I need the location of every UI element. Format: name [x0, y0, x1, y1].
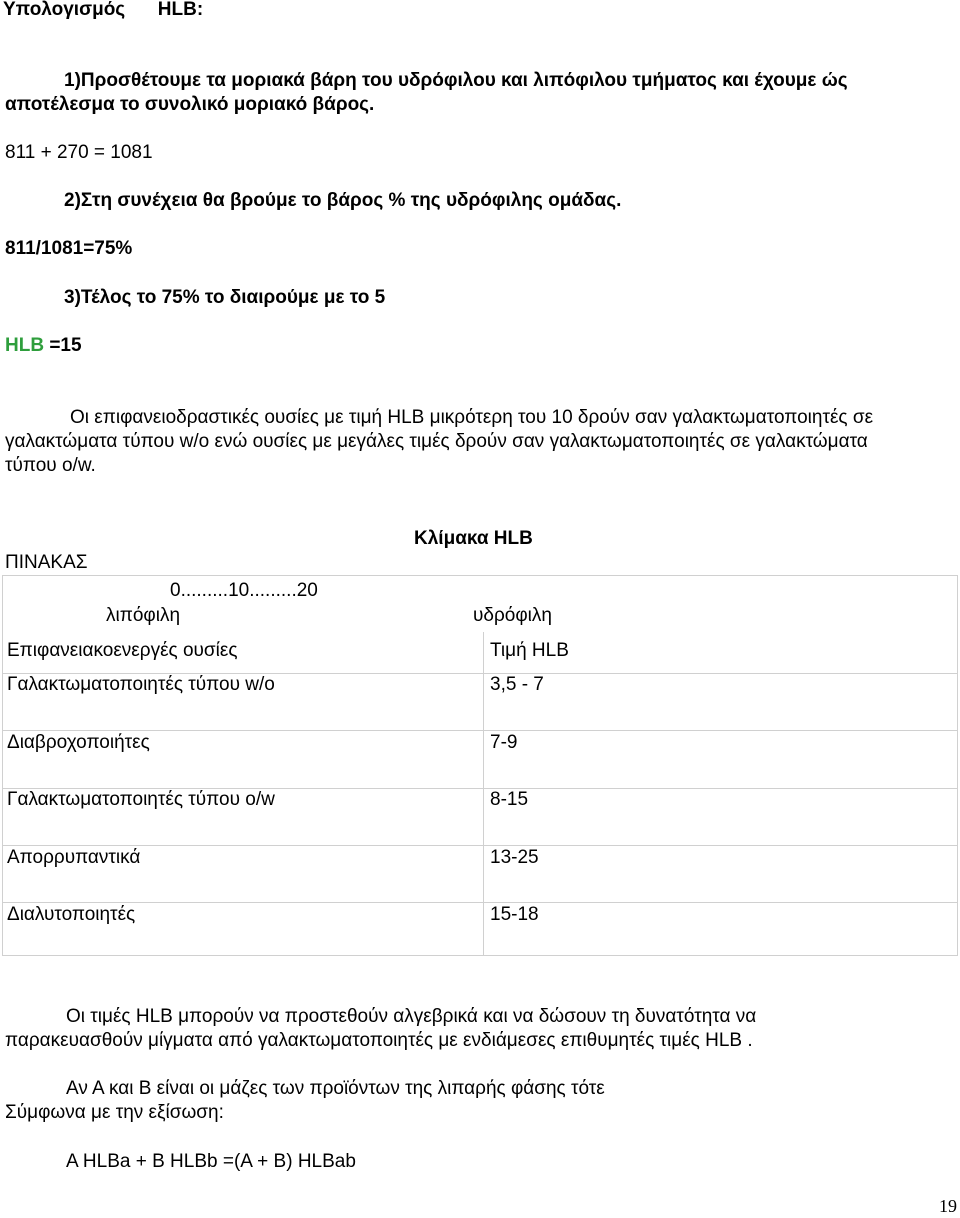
heading-value: HLB: — [157, 0, 204, 20]
table-row: Απορρυπαντικά — [7, 847, 141, 868]
heading-label: Υπολογισμός — [3, 0, 126, 20]
table-column-divider — [483, 632, 484, 955]
scale-axis: 0.........10.........20 — [170, 580, 318, 601]
step-1-text-cont: αποτέλεσμα το συνολικό μοριακό βάρος. — [5, 94, 375, 115]
table-header-substance: Επιφανειακοενεργές ουσίες — [7, 640, 238, 661]
table-cell-hlb: 15-18 — [490, 904, 539, 925]
hlb-table — [2, 575, 958, 956]
table-row: Διαλυτοποιητές — [7, 904, 136, 925]
hlb-result-value: =15 — [44, 335, 82, 356]
table-label: ΠΙΝΑΚΑΣ — [5, 552, 88, 573]
intro-line-2: γαλακτώματα τύπου w/o ενώ ουσίες με μεγάλες τιμές δρούν σαν γαλακτωματοποιητές σε γαλακτώματα — [5, 431, 868, 452]
table-cell-hlb: 3,5 - 7 — [490, 674, 544, 695]
table-row: Γαλακτωματοποιητές τύπου o/w — [7, 789, 275, 810]
page-number: 19 — [939, 1196, 957, 1216]
hlb-mix-formula: A HLBa + B HLBb =(A + B) HLBab — [66, 1151, 356, 1172]
row-divider — [2, 902, 958, 903]
row-divider — [2, 845, 958, 846]
scale-right-label: υδρόφιλη — [473, 605, 552, 626]
table-cell-hlb: 13-25 — [490, 847, 539, 868]
row-divider — [2, 730, 958, 731]
hlb-result — [5, 335, 82, 357]
intro-line-1: Οι επιφανειοδραστικές ουσίες με τιμή HLB μικρότερη του 10 δρούν σαν γαλακτωματοποιητές σε — [70, 407, 874, 428]
scale-left-label: λιπόφιλη — [106, 605, 181, 626]
page-heading — [3, 0, 203, 21]
step-1-text: 1)Προσθέτουμε τα μοριακά βάρη του υδρόφιλου και λιπόφιλου τμήματος και έχουμε ώς — [64, 70, 848, 91]
table-row: Γαλακτωματοποιητές τύπου w/o — [7, 674, 275, 695]
mix-line-1: Αν Α και Β είναι οι μάζες των προϊόντων της λιπαρής φάσης τότε — [66, 1078, 605, 1099]
hlb-result-name: HLB — [5, 335, 45, 356]
table-cell-hlb: 7-9 — [490, 732, 518, 753]
calc-percent: 811/1081=75% — [5, 238, 133, 259]
table-header-hlb: Τιμή HLB — [490, 640, 569, 661]
calc-total-mass: 811 + 270 = 1081 — [5, 142, 153, 163]
step-3-text: 3)Τέλος το 75% το διαιρούμε με το 5 — [64, 287, 386, 308]
note-line-2: παρακευασθούν μίγματα από γαλακτωματοποιητές με ενδιάμεσες επιθυμητές τιμές HLB . — [5, 1030, 753, 1051]
table-cell-hlb: 8-15 — [490, 789, 529, 810]
mix-line-2: Σύμφωνα με την εξίσωση: — [5, 1102, 224, 1123]
intro-line-3: τύπου o/w. — [5, 455, 96, 476]
note-line-1: Οι τιμές HLB μπορούν να προστεθούν αλγεβρικά και να δώσουν τη δυνατότητα να — [66, 1006, 757, 1027]
scale-title: Κλίμακα HLB — [414, 528, 533, 549]
step-2-text: 2)Στη συνέχεια θα βρούμε το βάρος % της υδρόφιλης ομάδας. — [64, 190, 622, 211]
table-row: Διαβροχοποιήτες — [7, 732, 150, 753]
